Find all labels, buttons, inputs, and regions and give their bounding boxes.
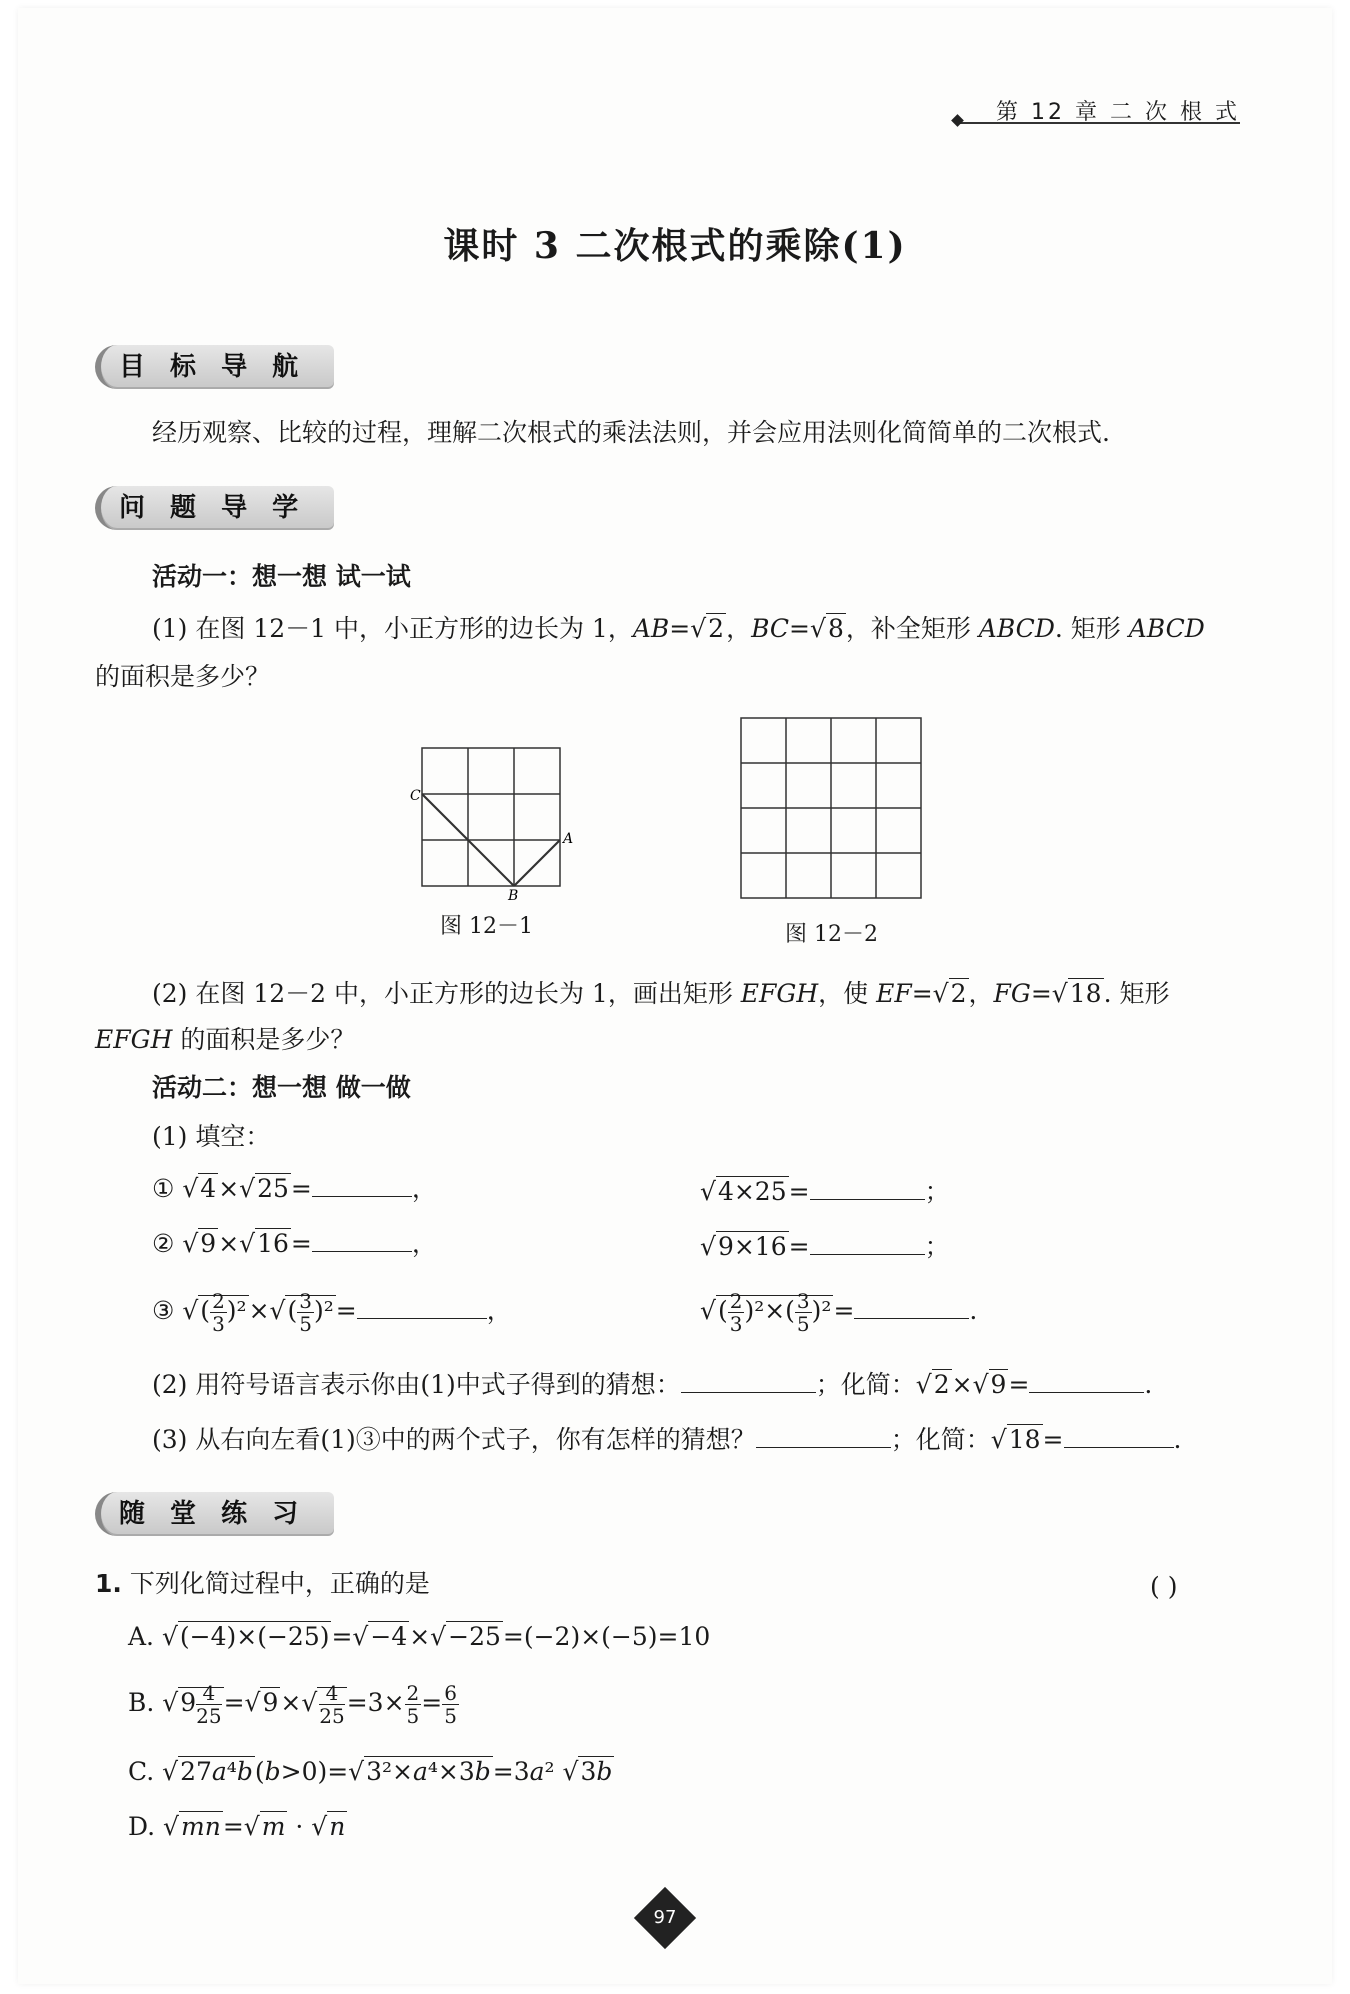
chapter-header: 第 12 章 二 次 根 式 xyxy=(996,100,1240,125)
fig1-label-a: A xyxy=(563,831,574,847)
page-number-badge xyxy=(634,1887,696,1949)
fill-row-2-right: √9×16= ； xyxy=(700,1232,950,1261)
fill-row-3-left: ③ √( $\frac{2}{3}$ )²×√( $\frac{3}{5}$ )²= ， xyxy=(152,1289,512,1336)
activity1-q2-line1: (2) 在图 12－2 中，小正方形的边长为 1，画出矩形 EFGH，使 EF=√2，FG=√18. 矩形 xyxy=(152,979,1170,1008)
fig1-caption: 图 12－1 xyxy=(440,914,533,939)
practice-q1-answer-paren: ( ) xyxy=(1150,1572,1178,1601)
section-tab-goal: 目 标 导 航 xyxy=(95,345,334,389)
activity2-q2: (2) 用符号语言表示你由(1)中式子得到的猜想： ；化简：√2×√9= . xyxy=(152,1370,1153,1399)
fig1-label-c: C xyxy=(410,788,421,804)
option-a: A. √(−4)×(−25)=√−4×√−25=(−2)×(−5)=10 xyxy=(128,1622,711,1651)
fig2-caption: 图 12－2 xyxy=(785,922,878,947)
activity1-q2-line2: EFGH 的面积是多少？ xyxy=(95,1025,356,1054)
option-d: D. √mn=√m · √n xyxy=(128,1812,346,1841)
activity2-title: 活动二：想一想 做一做 xyxy=(152,1073,411,1102)
activity1-q1-line2: 的面积是多少？ xyxy=(95,662,271,691)
fill-row-2-left: ② √9×√16= ， xyxy=(152,1229,437,1258)
section-tab-guide: 问 题 导 学 xyxy=(95,486,334,530)
section-tab-practice: 随 堂 练 习 xyxy=(95,1492,334,1536)
fig1-label-b: B xyxy=(508,888,519,900)
fill-row-1-right: √4×25= ； xyxy=(700,1177,950,1206)
goal-text: 经历观察、比较的过程，理解二次根式的乘法法则，并会应用法则化简简单的二次根式. xyxy=(152,418,1110,447)
header-rule xyxy=(960,122,1240,124)
option-c: C. √27a⁴b(b>0)=√3²×a⁴×3b=3a² √3b xyxy=(128,1757,613,1786)
figure-12-1 xyxy=(400,740,580,900)
activity1-q1-line1: (1) 在图 12－1 中，小正方形的边长为 1，AB=√2，BC=√8，补全矩形 ABCD. 矩形 ABCD xyxy=(152,614,1205,643)
activity2-fill: (1) 填空： xyxy=(152,1122,271,1151)
lesson-title: 课时 3 二次根式的乘除(1) xyxy=(443,225,907,267)
option-b: B. √9 $\frac{4}{25}$ =√9×√ $\frac{4}{25}$ =3× $\frac{2}{5}$ = $\frac{6}{5}$ xyxy=(128,1681,457,1728)
page-number: 97 xyxy=(653,1907,677,1928)
fill-row-3-right: √( $\frac{2}{3}$ )²×( $\frac{3}{5}$ )²= . xyxy=(700,1289,978,1336)
activity2-q3: (3) 从右向左看(1)③中的两个式子，你有怎样的猜想？ ；化简：√18= . xyxy=(152,1425,1182,1454)
activity1-title: 活动一：想一想 试一试 xyxy=(152,562,411,591)
practice-q1: 1. 下列化简过程中，正确的是 xyxy=(95,1569,430,1598)
fill-row-1-left: ① √4×√25= ， xyxy=(152,1174,437,1203)
figure-12-2 xyxy=(735,712,925,902)
